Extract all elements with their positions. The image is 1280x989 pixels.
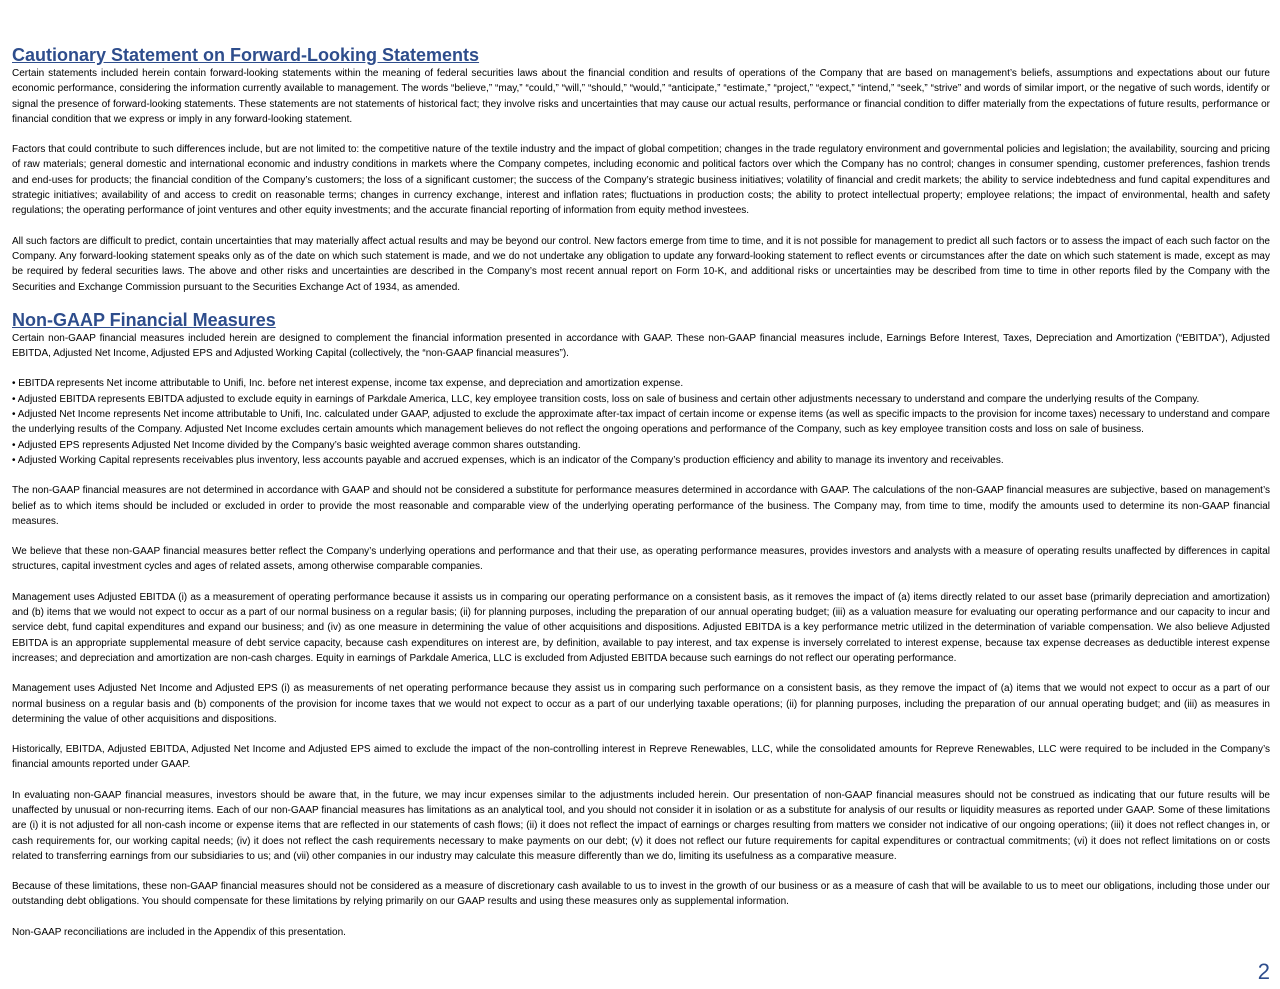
non-gaap-paragraph-2: We believe that these non-GAAP financial measures better reflect the Company’s underlying operations and performance and that their use, as operating performance measures, provides investors and analysts with a measure of operating results unaffected by differences in capital structures, capital investment cycles and ages of related assets, among otherwise comparable companies. xyxy=(12,546,1270,573)
forward-looking-paragraph-3: All such factors are difficult to predict, contain uncertainties that may materially affect actual results and may be beyond our control. New factors emerge from time to time, and it is not possible for management to predict all such factors or to assess the impact of each such factor on the Company. Any forward-looking statement speaks only as of the date on which such statement is made, and we do not undertake any obligation to update any forward-looking statement to reflect events or circumstances after the date on which such statement is made, except as may be required by federal securities laws. The above and other risks and uncertainties are described in the Company’s most recent annual report on Form 10-K, and additional risks or uncertainties may be described from time to time in other reports filed by the Company with the Securities and Exchange Commission pursuant to the Securities Exchange Act of 1934, as amended. xyxy=(12,235,1270,293)
bullet-item-ebitda: • EBITDA represents Net income attributable to Unifi, Inc. before net interest expense, income tax expense, and depreciation and amortization expense. xyxy=(12,378,684,390)
page-content xyxy=(12,44,1270,940)
non-gaap-intro-paragraph: Certain non-GAAP financial measures included herein are designed to complement the financial information presented in accordance with GAAP. These non-GAAP financial measures include, Earnings Before Interest, Taxes, Depreciation and Amortization (“EBITDA”), Adjusted EBITDA, Adjusted Net Income, Adjusted EPS and Adjusted Working Capital (collectively, the “non-GAAP financial measures”). xyxy=(12,332,1270,360)
section-heading-non-gaap: Non-GAAP Financial Measures xyxy=(12,309,276,330)
non-gaap-paragraph-5: Historically, EBITDA, Adjusted EBITDA, Adjusted Net Income and Adjusted EPS aimed to exclude the impact of the non-controlling interest in Repreve Renewables, LLC, while the consolidated amounts for Repreve Renewables, LLC were required to be included in the Company’s financial amounts reported under GAAP. xyxy=(12,744,1270,771)
bullet-item-adjusted-net-income: • Adjusted Net Income represents Net income attributable to Unifi, Inc. calculated under GAAP, adjusted to exclude the approximate after-tax impact of certain income or expense items (as well as specific impacts to the provision for income taxes) necessary to understand and compare the underlying results of the Company. Adjusted Net Income excludes certain amounts which management believes do not reflect the ongoing operations and performance of the Company, such as key employee transition costs and loss on sale of business. xyxy=(12,409,1270,436)
bullet-item-adjusted-ebitda: • Adjusted EBITDA represents EBITDA adjusted to exclude equity in earnings of Parkdale America, LLC, key employee transition costs, loss on sale of business and certain other adjustments necessary to understand and compare the underlying results of the Company. xyxy=(12,393,1200,405)
non-gaap-paragraph-3: Management uses Adjusted EBITDA (i) as a measurement of operating performance because it assists us in comparing our operating performance on a consistent basis, as it removes the impact of (a) items directly related to our asset base (primarily depreciation and amortization) and (b) items that we would not expect to occur as a part of our normal business on a regular basis; (ii) for planning purposes, including the preparation of our annual operating budget; (iii) as a valuation measure for evaluating our operating performance and our capacity to incur and service debt, fund capital expenditures and expand our business; and (iv) as one measure in determining the value of other acquisitions and dispositions. Adjusted EBITDA is a key performance metric utilized in the determination of variable compensation. We also believe Adjusted EBITDA is an appropriate supplemental measure of debt service capacity, because cash expenditures on interest are, by definition, available to pay interest, and tax expense is inversely correlated to interest expense, because tax expense decreases as deductible interest expense increases; and depreciation and amortization are non-cash charges. Equity in earnings of Parkdale America, LLC is excluded from Adjusted EBITDA because such earnings do not reflect our operating performance. xyxy=(12,591,1270,664)
bullet-item-adjusted-working-capital: • Adjusted Working Capital represents receivables plus inventory, less accounts payable and accrued expenses, which is an indicator of the Company’s production efficiency and ability to manage its inventory and receivables. xyxy=(12,454,1004,466)
non-gaap-paragraph-7: Because of these limitations, these non-GAAP financial measures should not be considered as a measure of discretionary cash available to us to invest in the growth of our business or as a measure of cash that will be available to us to meet our obligations, including those under our outstanding debt obligations. You should compensate for these limitations by relying primarily on our GAAP results and using these measures only as supplemental information. xyxy=(12,881,1270,908)
forward-looking-paragraph-1: Certain statements included herein contain forward-looking statements within the meaning of federal securities laws about the financial condition and results of operations of the Company that are based on management’s beliefs, assumptions and expectations about our future economic performance, considering the information currently available to management. The words “believe,” “may,” “could,” “will,” “should,” “would,” “anticipate,” “estimate,” “project,” “expect,” “intend,” “seek,” “strive” and words of similar import, or the negative of such words, identify or signal the presence of forward-looking statements. These statements are not statements of historical fact; they involve risks and uncertainties that may cause our actual results, performance or financial condition to differ materially from the expectations of future results, performance or financial condition that we express or imply in any forward-looking statement. xyxy=(12,68,1270,125)
bullet-item-adjusted-eps: • Adjusted EPS represents Adjusted Net Income divided by the Company’s basic weighted average common shares outstanding. xyxy=(12,439,581,451)
section-heading-forward-looking: Cautionary Statement on Forward-Looking Statements xyxy=(12,45,480,65)
non-gaap-paragraph-6: In evaluating non-GAAP financial measures, investors should be aware that, in the future, we may incur expenses similar to the adjustments included herein. Our presentation of non-GAAP financial measures should not be construed as indicating that our future results will be unaffected by unusual or non-recurring items. Each of our non-GAAP financial measures has limitations as an analytical tool, and you should not consider it in isolation or as a substitute for analysis of our results or liquidity measures as reported under GAAP. Some of these limitations are (i) it is not adjusted for all non-cash income or expense items that are reflected in our statements of cash flows; (ii) it does not reflect the impact of earnings or charges resulting from matters we consider not indicative of our ongoing operations; (iii) it does not reflect changes in, or cash requirements for, our working capital needs; (iv) it does not reflect the cash requirements necessary to make payments on our debt; (v) it does not reflect our future requirements for capital expenditures or contractual commitments; (vi) it does not reflect limitations on or costs related to transferring earnings from our subsidiaries to us; and (vii) other companies in our industry may calculate this measure differently than we do, limiting its usefulness as a comparative measure. xyxy=(12,789,1270,862)
non-gaap-paragraph-4: Management uses Adjusted Net Income and Adjusted EPS (i) as measurements of net operating performance because they assist us in comparing such performance on a consistent basis, as they remove the impact of (a) items that we would not expect to occur as a part of our normal business on a regular basis and (b) components of the provision for income taxes that we would not expect to occur as a part of our underlying taxable operations; (ii) for planning purposes, including the preparation of our annual operating budget; and (iii) as measures in determining the value of other acquisitions and dispositions. xyxy=(12,683,1270,725)
forward-looking-paragraph-2: Factors that could contribute to such differences include, but are not limited to: the competitive nature of the textile industry and the impact of global competition; changes in the trade regulatory environment and governmental policies and legislation; the availability, sourcing and pricing of raw materials; general domestic and international economic and industry conditions in markets where the Company competes, including economic and political factors over which the Company has no control; changes in consumer spending, customer preferences, fashion trends and end-uses for products; the financial condition of the Company’s customers; the loss of a significant customer; the success of the Company’s strategic business initiatives; volatility of financial and credit markets; the ability to service indebtedness and fund capital expenditures and strategic initiatives; availability of and access to credit on reasonable terms; changes in currency exchange, interest and inflation rates; fluctuations in production costs; the ability to protect intellectual property; employee relations; the impact of environmental, health and safety regulations; the operating performance of joint ventures and other equity investments; and the accurate financial reporting of information from equity method investees. xyxy=(12,144,1270,217)
page-number: 2 xyxy=(1257,959,1270,984)
non-gaap-paragraph-1: The non-GAAP financial measures are not determined in accordance with GAAP and should not be considered a substitute for performance measures determined in accordance with GAAP. The calculations of the non-GAAP financial measures are subjective, based on management’s belief as to which items should be included or excluded in order to provide the most reasonable and comparable view of the underlying operating performance of the business. The Company may, from time to time, modify the amounts used to determine its non-GAAP financial measures. xyxy=(12,485,1270,527)
footer-note: Non-GAAP reconciliations are included in the Appendix of this presentation. xyxy=(12,926,346,938)
